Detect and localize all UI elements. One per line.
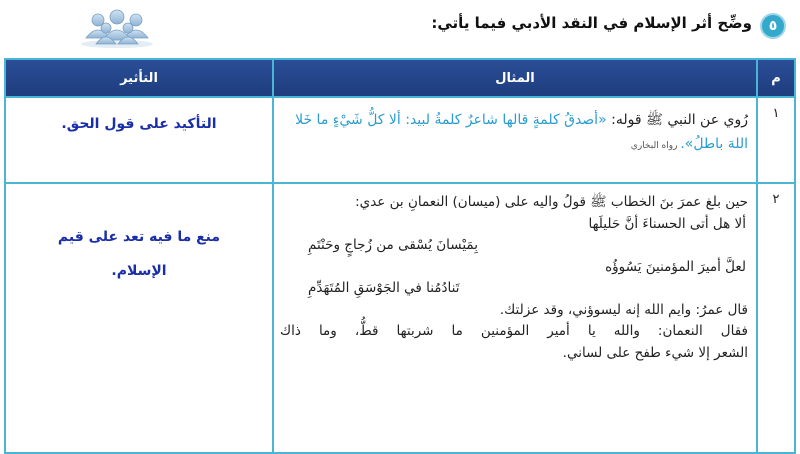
numan-reply-line-1: فقال النعمان: والله يا أمير المؤمنين ما شربتها قطُّ، وما ذاك [280, 323, 748, 339]
effect-cell [5, 97, 273, 183]
numan-reply-line-2: الشعر إلا شيء طفح على لساني. [562, 344, 748, 361]
effect-text-line-2: الإسلام. [111, 263, 167, 279]
table-row [5, 183, 795, 453]
table-row [5, 97, 795, 183]
verse-2-first-half: لعلَّ أميرَ المؤمنينَ يَسُوؤُه [605, 258, 746, 275]
question-header [0, 0, 800, 58]
effect-text-line-1: منع ما فيه تعد على قيم [57, 229, 221, 245]
header-example: المثال [273, 59, 757, 97]
verse-1-first-half: ألا هل أتى الحسناءَ أنَّ حَليلَها [588, 215, 746, 232]
header-number: م [757, 59, 795, 97]
effect-cell [5, 183, 273, 453]
hadith-source: رواه البخاري [630, 141, 681, 151]
question-number-badge: ٥ [760, 13, 786, 39]
verse-1-second-half: بِمَيْسانَ يُسْقى من زُجاجٍ وحَنْتَمِ [308, 237, 478, 253]
example-intro: حين بلغ عمرَ بنَ الخطاب ﷺ قولُ واليه على (ميسان) النعمانِ بن عدي: [355, 194, 748, 210]
example-intro: رُوي عن النبي ﷺ قوله: [606, 112, 748, 128]
question-text: وضِّح أثر الإسلام في النقد الأدبي فيما يأتي: [431, 14, 752, 32]
example-cell [273, 183, 757, 453]
effect-text: التأكيد على قول الحق. [61, 116, 217, 132]
table-header-row [5, 59, 795, 97]
people-group-icon [78, 6, 156, 48]
analysis-table [4, 58, 796, 454]
hadith-quote: «أصدقُ كلمةٍ قالها شاعرٌ كلمةُ لبيد: ألا كلُّ شَيْءٍ ما خَلا اللهَ باطلُ». [295, 112, 748, 152]
example-cell [273, 97, 757, 183]
header-effect: التأثير [5, 59, 273, 97]
verse-2-second-half: تَنادُمُنا في الجَوْسَقِ المُتَهَدِّمِ [308, 280, 460, 296]
row-number: ٢ [757, 183, 795, 453]
umar-response: قال عمرُ: وايم الله إنه ليسوؤني، وقد عزلتك. [499, 301, 748, 318]
row-number: ١ [757, 97, 795, 183]
